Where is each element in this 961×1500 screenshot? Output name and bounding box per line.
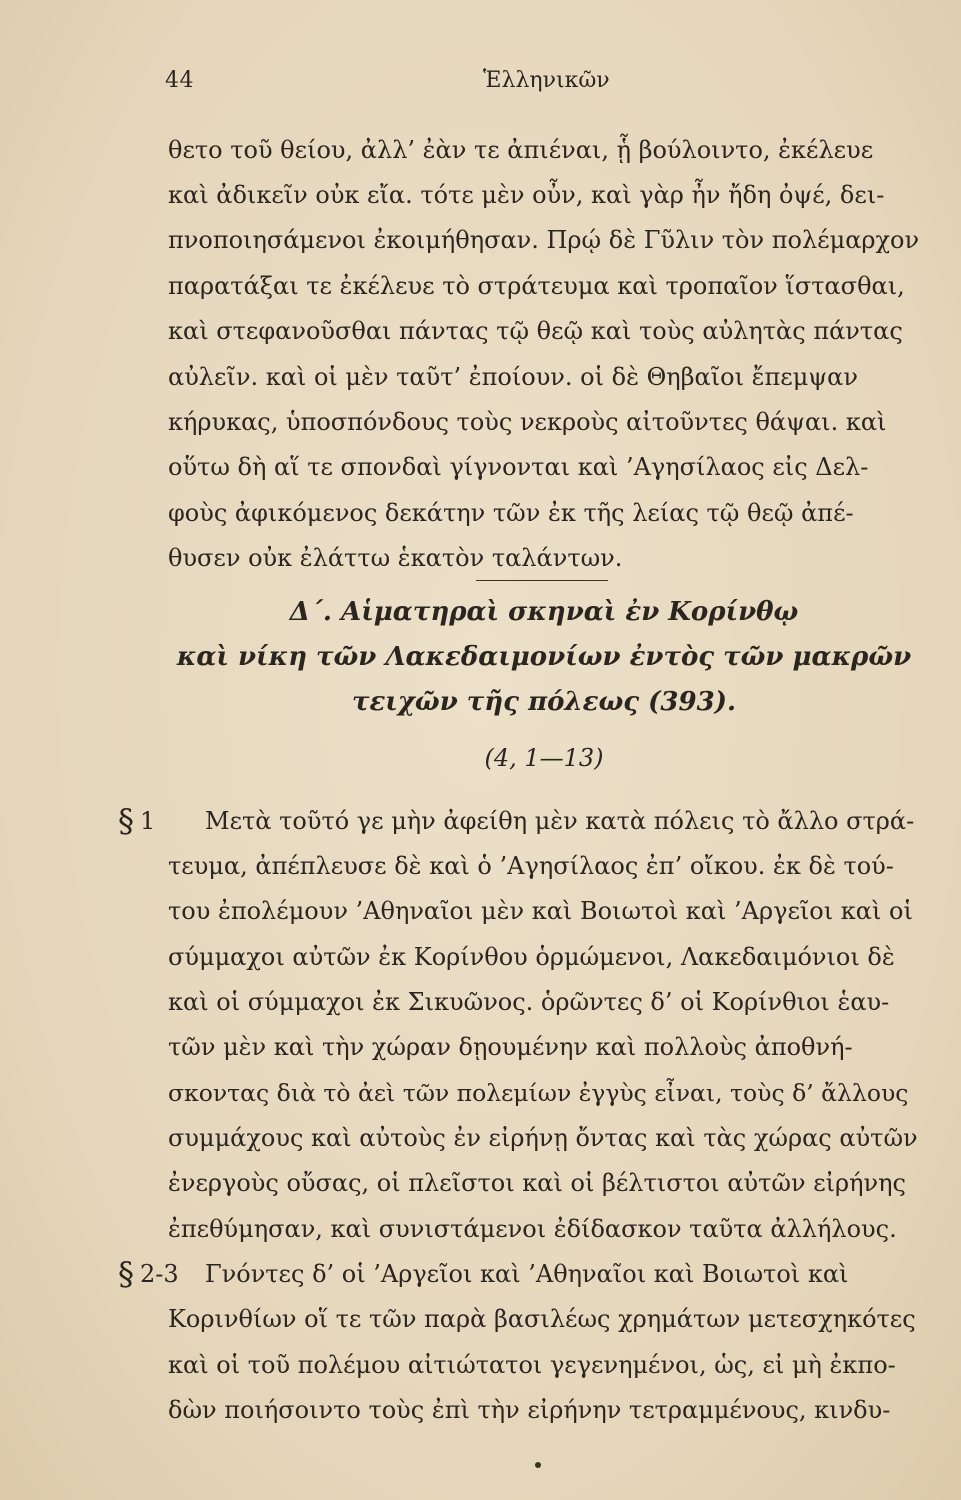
text-line: κήρυκας, ὑποσπόνδους τοὺς νεκροὺς αἰτοῦντες θάψαι. καὶ (168, 408, 887, 436)
text-line: σύμμαχοι αὐτῶν ἐκ Κορίνθου ὁρμώμενοι, Λακεδαιμόνιοι δὲ (168, 943, 895, 971)
section-heading-line: Δ΄. Αἱματηραὶ σκηναὶ ἐν Κορίνθῳ (289, 597, 799, 627)
section-marker-2-3 (118, 1255, 179, 1293)
page-mark-dot (535, 1462, 541, 1468)
text-line: φοὺς ἀφικόμενος δεκάτην τῶν ἐκ τῆς λείας τῷ θεῷ ἀπέ- (168, 499, 854, 527)
text-line: τῶν μὲν καὶ τὴν χώραν δῃουμένην καὶ πολλοὺς ἀποθνή- (168, 1033, 853, 1061)
text-line: ἐνεργοὺς οὔσας, οἱ πλεῖστοι καὶ οἱ βέλτιστοι αὐτῶν εἰρήνης (168, 1169, 906, 1197)
text-line: καὶ οἱ τοῦ πολέμου αἰτιώτατοι γεγενημένοι, ὡς, εἰ μὴ ἐκπο- (168, 1351, 896, 1379)
text-line: Μετὰ τοῦτό γε μὴν ἀφείθη μὲν κατὰ πόλεις τὸ ἄλλο στρά- (205, 807, 915, 835)
text-line: θυσεν οὐκ ἐλάττω ἑκατὸν ταλάντων. (168, 544, 623, 572)
text-line: αὐλεῖν. καὶ οἱ μὲν ταῦτ’ ἐποίουν. οἱ δὲ Θηβαῖοι ἔπεμψαν (168, 363, 858, 391)
text-line: οὕτω δὴ αἵ τε σπονδαὶ γίγνονται καὶ ’Αγησίλαος εἰς Δελ- (168, 453, 869, 481)
text-line: συμμάχους καὶ αὐτοὺς ἐν εἰρήνῃ ὄντας καὶ τὰς χώρας αὐτῶν (168, 1124, 918, 1152)
passage-reference: (4, 1—13) (484, 744, 604, 772)
page-number: 44 (165, 68, 194, 93)
text-line: θετο τοῦ θείου, ἀλλ’ ἐὰν τε ἀπιέναι, ᾗ βούλοιντο, ἐκέλευε (168, 136, 874, 164)
section-number: 2-3 (140, 1260, 179, 1288)
text-line: Γνόντες δ’ οἱ ’Αργεῖοι καὶ ’Αθηναῖοι καὶ Βοιωτοὶ καὶ (205, 1260, 849, 1288)
text-line: καὶ στεφανοῦσθαι πάντας τῷ θεῷ καὶ τοὺς αὐλητὰς πάντας (168, 317, 903, 345)
text-line: του ἐπολέμουν ’Αθηναῖοι μὲν καὶ Βοιωτοὶ καὶ ’Αργεῖοι καὶ οἱ (168, 897, 913, 925)
text-line: ἐπεθύμησαν, καὶ συνιστάμενοι ἐδίδασκον ταῦτα ἀλλήλους. (168, 1215, 897, 1243)
section-heading-line: καὶ νίκη τῶν Λακεδαιμονίων ἐντὸς τῶν μακρῶν (176, 642, 912, 672)
text-line: καὶ ἀδικεῖν οὐκ εἴα. τότε μὲν οὖν, καὶ γὰρ ἦν ἤδη ὀψέ, δει- (168, 181, 885, 209)
section-marker-1 (118, 802, 156, 840)
text-line: τευμα, ἀπέπλευσε δὲ καὶ ὁ ’Αγησίλαος ἐπ’ οἴκου. ἐκ δὲ τού- (168, 852, 894, 880)
section-symbol: § (118, 802, 134, 840)
section-divider (476, 580, 608, 581)
text-line: πνοποιησάμενοι ἐκοιμήθησαν. Πρῴ δὲ Γῦλιν τὸν πολέμαρχον (168, 226, 920, 254)
section-number: 1 (140, 807, 156, 835)
section-symbol: § (118, 1255, 134, 1293)
text-line: καὶ οἱ σύμμαχοι ἐκ Σικυῶνος. ὁρῶντες δ’ οἱ Κορίνθιοι ἑαυ- (168, 988, 890, 1016)
text-line: σκοντας διὰ τὸ ἀεὶ τῶν πολεμίων ἐγγὺς εἶναι, τοὺς δ’ ἄλλους (168, 1079, 909, 1107)
text-line: δὼν ποιήσοιντο τοὺς ἐπὶ τὴν εἰρήνην τετραμμένους, κινδυ- (168, 1396, 891, 1424)
running-title: Ἑλληνικῶν (483, 68, 610, 93)
text-line: Κορινθίων οἵ τε τῶν παρὰ βασιλέως χρημάτων μετεσχηκότες (168, 1305, 916, 1333)
text-line: παρατάξαι τε ἐκέλευε τὸ στράτευμα καὶ τροπαῖον ἵστασθαι, (168, 272, 905, 300)
section-heading-line: τειχῶν τῆς πόλεως (393). (351, 687, 737, 717)
